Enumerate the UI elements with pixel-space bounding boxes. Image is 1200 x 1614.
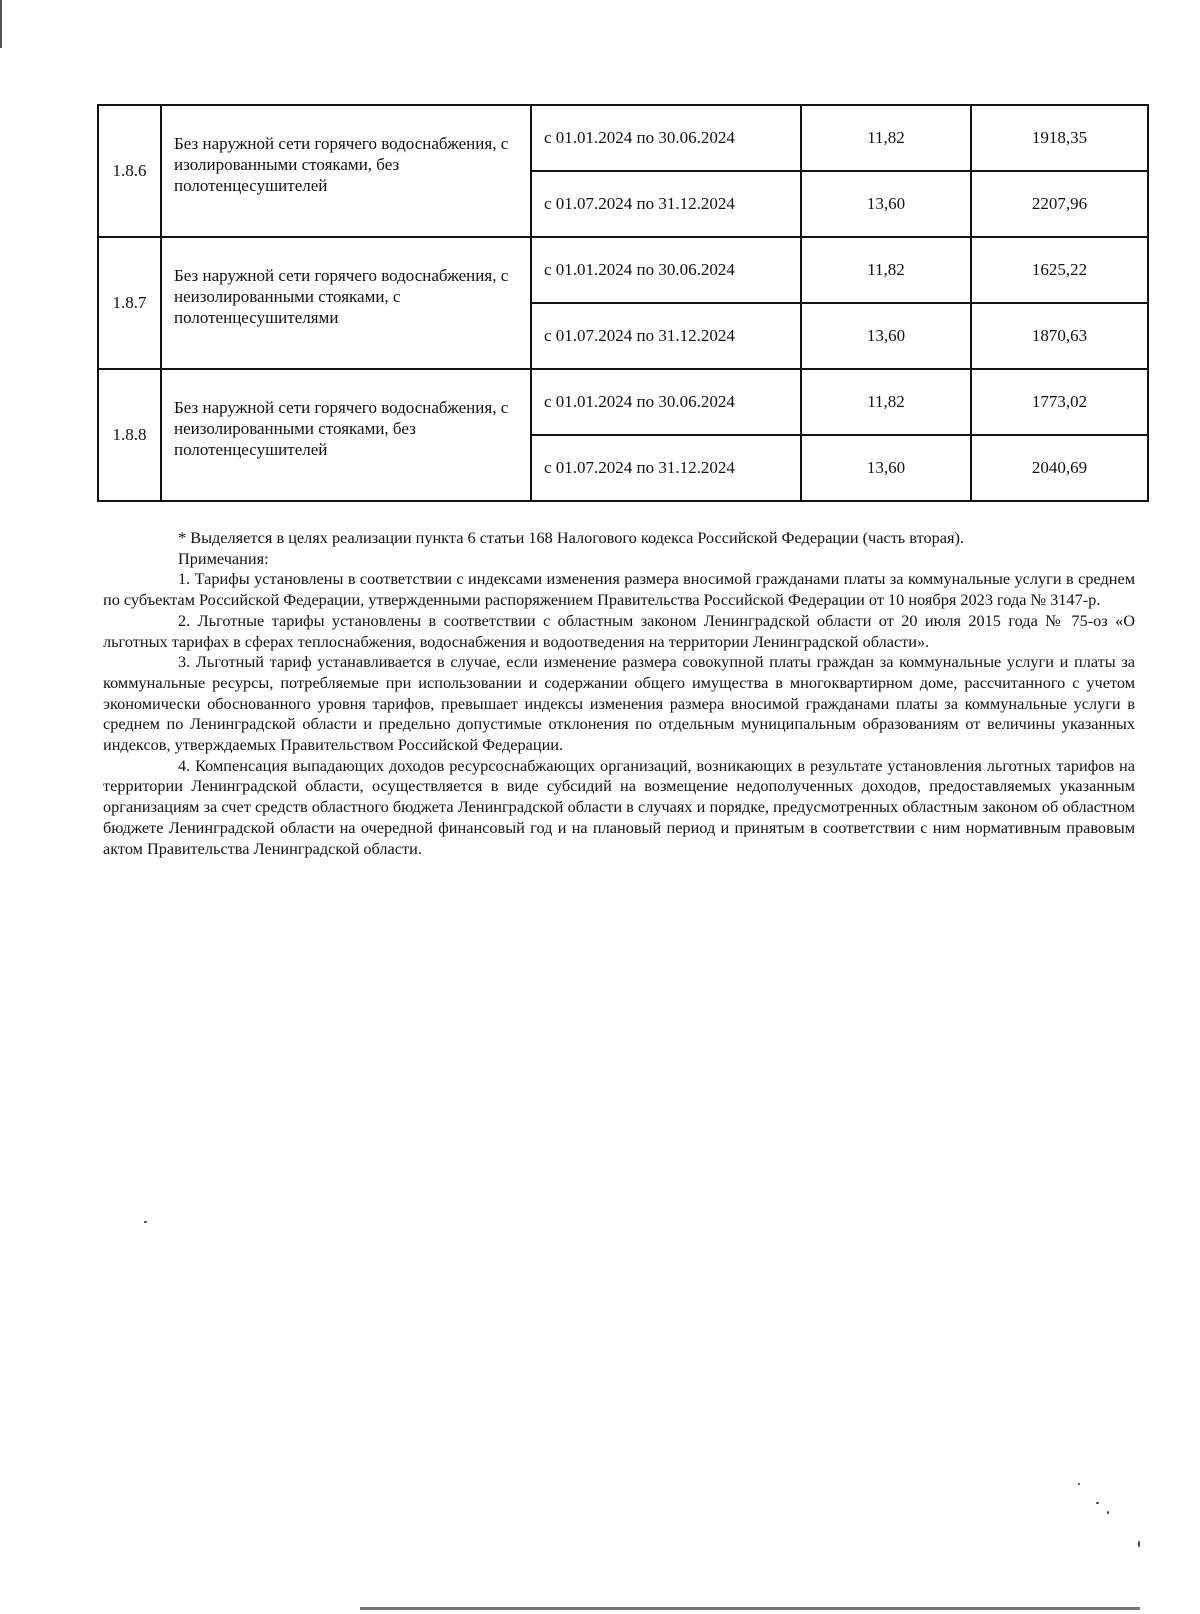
scan-speck xyxy=(1138,1541,1140,1547)
period-cell xyxy=(531,369,801,435)
row-code: 1.8.7 xyxy=(98,237,161,369)
tariff-cell: 13,60 xyxy=(801,171,971,237)
value-cell: 2040,69 xyxy=(971,435,1148,501)
row-description xyxy=(161,105,531,237)
row-description-text: Без наружной сети горячего водоснабжения, с неизолированными стояками, без полотенцесушителей xyxy=(174,397,509,459)
table-row xyxy=(98,237,1148,303)
period-cell xyxy=(531,171,801,237)
row-code: 1.8.8 xyxy=(98,369,161,501)
value-cell: 1625,22 xyxy=(971,237,1148,303)
period-text: с 01.01.2024 по 30.06.2024 xyxy=(544,260,735,279)
scan-speck xyxy=(1107,1511,1109,1514)
scan-edge-bottom xyxy=(360,1607,1140,1610)
notes-heading: Примечания: xyxy=(178,548,269,568)
row-code: 1.8.6 xyxy=(98,105,161,237)
note-item: 2. Льготные тарифы установлены в соответствии с областным законом Ленинградской области от 20 июля 2015 года № 75-оз «О льготных тарифах в сферах теплоснабжения, водоснабжения и водоотведения на территории Ленинградской области». xyxy=(103,610,1135,651)
tariff-cell: 11,82 xyxy=(801,237,971,303)
footnote: * Выделяется в целях реализации пункта 6 статьи 168 Налогового кодекса Российской Федерации (часть вторая). xyxy=(178,528,964,547)
table-row xyxy=(98,105,1148,171)
period-cell xyxy=(531,237,801,303)
value-cell: 2207,96 xyxy=(971,171,1148,237)
value-cell: 1870,63 xyxy=(971,303,1148,369)
period-text: с 01.07.2024 по 31.12.2024 xyxy=(544,458,735,477)
row-description-text: Без наружной сети горячего водоснабжения, с неизолированными стояками, с полотенцесушителями xyxy=(174,265,509,327)
table-row xyxy=(98,369,1148,435)
tariff-cell: 13,60 xyxy=(801,435,971,501)
tariff-cell: 11,82 xyxy=(801,369,971,435)
note-item: 4. Компенсация выпадающих доходов ресурсоснабжающих организаций, возникающих в результате установления льготных тарифов на территории Ленинградской области, осуществляется в виде субсидий на возмещение недополученных доходов, предоставляемых указанным организациям за счет средств областного бюджета Ленинградской области в случаях и порядке, предусмотренных областным законом об областном бюджете Ленинградской области на очередной финансовый год и на плановый период и принятым в соответствии с ним нормативным правовым актом Правительства Ленинградской области. xyxy=(103,755,1135,858)
period-text: с 01.01.2024 по 30.06.2024 xyxy=(544,392,735,411)
period-text: с 01.07.2024 по 31.12.2024 xyxy=(544,194,735,213)
note-item: 3. Льготный тариф устанавливается в случае, если изменение размера совокупной платы граждан за коммунальные услуги и платы за коммунальные ресурсы, потребляемые при использовании и содержании общего имущества в многоквартирном доме, рассчитанного с учетом экономически обоснованного уровня тарифов, превышает индексы изменения размера вносимой гражданами платы за коммунальные услуги в среднем по Ленинградской области и предельно допустимые отклонения по отдельным муниципальным образованиям от величины указанных индексов, утверждаемых Правительством Российской Федерации. xyxy=(103,652,1135,755)
row-description-text: Без наружной сети горячего водоснабжения, с изолированными стояками, без полотенцесушителей xyxy=(174,133,509,195)
period-text: с 01.07.2024 по 31.12.2024 xyxy=(544,326,735,345)
value-cell: 1773,02 xyxy=(971,369,1148,435)
period-text: с 01.01.2024 по 30.06.2024 xyxy=(544,128,735,147)
period-cell xyxy=(531,105,801,171)
scan-edge-left xyxy=(0,0,2,48)
note-item: 1. Тарифы установлены в соответствии с индексами изменения размера вносимой гражданами платы за коммунальные услуги в среднем по субъектам Российской Федерации, утвержденными распоряжением Правительства Российской Федерации от 10 ноября 2023 года № 3147-р. xyxy=(103,569,1135,610)
row-description xyxy=(161,237,531,369)
scan-speck xyxy=(1078,1483,1080,1485)
row-description xyxy=(161,369,531,501)
period-cell xyxy=(531,435,801,501)
period-cell xyxy=(531,303,801,369)
scan-speck xyxy=(1096,1502,1099,1504)
notes-section xyxy=(103,528,1135,859)
scan-speck xyxy=(144,1221,147,1223)
value-cell: 1918,35 xyxy=(971,105,1148,171)
tariff-table xyxy=(97,104,1149,502)
tariff-cell: 13,60 xyxy=(801,303,971,369)
tariff-cell: 11,82 xyxy=(801,105,971,171)
